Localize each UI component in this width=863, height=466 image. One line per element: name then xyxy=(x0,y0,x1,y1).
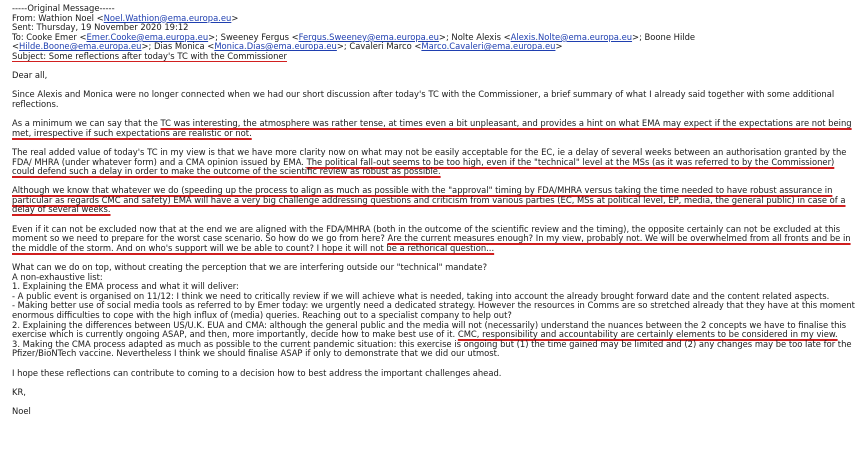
highlighted-text: TC was interesting, the atmosphere was rather tense, at times even a bit unpleasant, and provides a hint on what EMA may expect if the expectations are not being met, irrespective if such expectations are realistic or not. xyxy=(12,118,852,138)
list-line: 1. Explaining the EMA process and what it will deliver: xyxy=(12,281,239,292)
list-item-2: 2. Explaining the differences between US/U.K. EUA and CMA: although the general public and the media will not (necessarily) understand the nuances between the 2 concepts we have to finalise this exercise which is currently ongoing ASAP, and then, more importantly, decide how to make best use of it. CMC, responsibility and accountability are certainly elements to be considered in my view. xyxy=(12,319,847,340)
to-line: To: Cooke Emer <Emer.Cooke@ema.europa.eu>; Sweeney Fergus <Fergus.Sweeney@ema.europa.eu>; Nolte Alexis <Alexis.Nolte@ema.europa.eu>; Boone Hilde xyxy=(12,31,696,42)
to-email-link[interactable]: Monica.Dias@ema.europa.eu xyxy=(214,41,337,52)
to-email-link[interactable]: Fergus.Sweeney@ema.europa.eu xyxy=(298,31,439,42)
subject-text: Subject: Some reflections after today's TC with the Commissioner xyxy=(12,50,287,61)
to-email-link[interactable]: Hilde.Boone@ema.europa.eu xyxy=(19,41,142,52)
paragraph-tc-assessment: As a minimum we can say that the TC was interesting, the atmosphere was rather tense, at times even a bit unpleasant, and provides a hint on what EMA may expect if the expectations are not being met, irrespective if such expectations are realistic or not. xyxy=(12,118,852,138)
highlighted-text: The political fall-out seems to be too high, even if the "technical" level at the MSs (as it was referred to by the Commissioner) could defend such a delay in order to make the outcome of the scientific review as robust as possible. xyxy=(12,156,835,177)
highlighted-text: Are the current measures enough? In my view, probably not. We will be overwhelmed from all fronts and be in the middle of the storm. And on who's support will we be able to count? I hope it will not be a rethorical question... xyxy=(12,233,851,253)
to-email-link[interactable]: Marco.Cavaleri@ema.europa.eu xyxy=(421,41,556,52)
list-item-3: 3. Making the CMA process adapted as much as possible to the current pandemic situation: this exercise is ongoing but (1) the time gained may be limited and (2) any changes may be too late for the Pfizer/BioNTech vaccine. Nevertheless I think we should finalise ASAP if only to demonstrate that we did our utmost. xyxy=(12,338,852,359)
paragraph-added-value: The real added value of today's TC in my view is that we have more clarity now on what may not be easily acceptable for the EC, ie a delay of several weeks between an authorisation granted by the FDA/ MHRA (under whatever form) and a CMA opinion issued by EMA. The political fall-out seems to be too high, even if the "technical" level at the MSs (as it was referred to by the Commissioner) could defend such a delay in order to make the outcome of the scientific review as robust as possible. xyxy=(12,146,847,177)
sign-off: KR, xyxy=(12,386,26,397)
original-message-marker: -----Original Message----- xyxy=(12,3,115,13)
closing-paragraph: I hope these reflections can contribute to coming to a decision how to best address the important challenges ahead. xyxy=(12,367,502,378)
highlighted-text: CMC, responsibility and accountability are certainly elements to be considered in my view. xyxy=(457,329,838,340)
from-line: From: Wathion Noel <Noel.Wathion@ema.europa.eu> xyxy=(12,12,239,23)
sent-line: Sent: Thursday, 19 November 2020 19:12 xyxy=(12,22,189,33)
subject-line xyxy=(12,52,857,62)
signature: Noel xyxy=(12,405,31,416)
list-line: A non-exhaustive list: xyxy=(12,271,103,282)
to-line-continued: <Hilde.Boone@ema.europa.eu>; Dias Monica <Monica.Dias@ema.europa.eu>; Cavaleri Marco <Marco.Cavaleri@ema.europa.eu> xyxy=(12,41,563,52)
list-line: - Making better use of social media tools as referred to by Emer today: we urgently need a dedicated strategy. However the resources in Comms are so stretched already that they have at this moment enormous difficulties to cope with the high influx of (media) queries. Reaching out to a specialist company to help out? xyxy=(12,300,855,320)
paragraph-worst-case: Even if it can not be excluded now that at the end we are aligned with the FDA/MHRA (both in the outcome of the scientific review and the timing), the opposite certainly can not be excluded at this moment so we need to prepare for the worst case scenario. So how do we go from here? Are the current measures enough? In my view, probably not. We will be overwhelmed from all fronts and be in the middle of the storm. And on who's support will we be able to count? I hope it will not be a rethorical question... xyxy=(12,223,851,253)
list-line: - A public event is organised on 11/12: I think we need to critically review if we will achieve what is needed, taking into account the already brought forward date and the content related aspects. xyxy=(12,290,830,301)
to-email-link[interactable]: Emer.Cooke@ema.europa.eu xyxy=(86,31,209,42)
to-email-link[interactable]: Alexis.Nolte@ema.europa.eu xyxy=(510,31,633,42)
paragraph-intro: Since Alexis and Monica were no longer connected when we had our short discussion after today's TC with the Commissioner, a brief summary of what I already said together with some additional reflections. xyxy=(12,89,835,109)
greeting: Dear all, xyxy=(12,70,48,81)
highlighted-text: Although we know that whatever we do (speeding up the process to align as much as possible with the "approval" timing by FDA/MHRA versus taking the time needed to have robust assurance in particular as regards CMC and safety) EMA will have a very big challenge addressing questions and criticism from various parties (EC, MSs at political level, EP, media, the general public) in case of a delay of several weeks. xyxy=(12,185,846,215)
from-email-link[interactable]: Noel.Wathion@ema.europa.eu xyxy=(103,12,232,23)
email-document xyxy=(12,4,857,417)
paragraph-challenge xyxy=(12,186,857,215)
list-line: What can we do on top, without creating the perception that we are interfering outside our "technical" mandate? xyxy=(12,262,488,273)
